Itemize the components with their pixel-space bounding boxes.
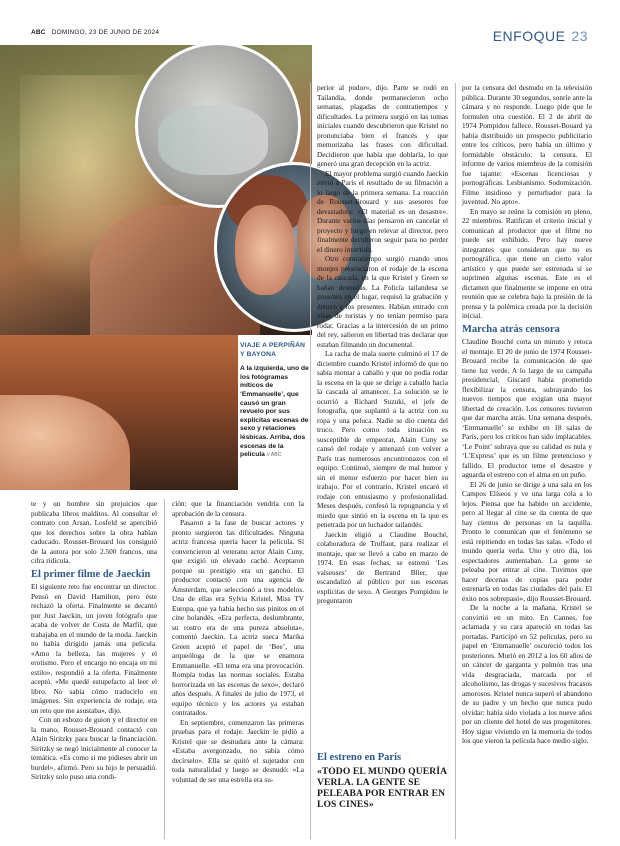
article-column-2 [172, 499, 304, 784]
caption-credit: // ABC [266, 452, 282, 459]
page-header [0, 0, 620, 44]
circle-photo-tint [158, 105, 268, 175]
paragraph: En septiembre, comenzaron las primeras pruebas para el rodaje. Jaeckin le pidió a Kristel que se desnudara ante la cámara: «Estaba avergonzado, no sabía cómo decírselo». Ella se quitó el sujetador con toda naturalidad y luego se desnudó: «La voluntad de ser una estrella era su- [172, 717, 304, 784]
section-name: ENFOQUE [492, 28, 566, 44]
article-column-1 [31, 499, 157, 782]
subheading: Marcha atrás censora [462, 323, 560, 335]
column-rule [164, 499, 165, 839]
paragraph: ción: que la financiación vendría con la aprobación de la censura. [172, 499, 304, 518]
pull-quote [317, 752, 448, 810]
caption-text [240, 365, 310, 460]
article-column-4 [462, 83, 592, 746]
lower-photo [0, 335, 238, 490]
header-right [493, 28, 588, 44]
paragraph: De la noche a la mañana, Kristel se convirtió en un mito. En Cannes, fue aclamada y su cara apareció en todas las portadas. Participó en 52 películas, pero su papel en ‘Emmanuelle’ oscureció todos los posteriores. Murió en 2012 a los 60 años de un cáncer de garganta y pulmón tras una vida desgraciada, marcada por el alcoholismo, las drogas y sucesivos fracasos amorosos. Kristel nunca superó el abandono de su padre y un hecho que nunca pudo olvidar: había sido violada a los nueve años por un cliente del hotel de sus progenitores. Hoy sigue viviendo en la memoria de todos los que vieron la película hace medio siglo. [462, 603, 592, 745]
paragraph: En mayo se reúne la comisión en pleno, 22 miembros. Ratifican el criterio inicial y comunican al productor que el filme no puede ser exhibido. Pero hay nueve integrantes que consideran que no es pornográfica, que tiene un cierto valor artístico y que puede ser estrenada si se suprimen algunas escenas. Este es el dictamen que finalmente se impone en otra reunión que se celebra bajo la presión de la prensa y la polémica creada por la decisión inicial. [462, 206, 592, 320]
brand-name: ABC [31, 29, 46, 36]
paragraph: La racha de mala suerte culminó el 17 de diciembre cuando Kristel informó de que no sabía montar a caballo y que no podía rodar la escena en la que se dirige a caballo hacia la cascada al amanecer. La solución se le ocurrió a Richard Suzuki, el jefe de fotografía, que suplantó a la actriz con su ropa y una peluca. Nadie se dio cuenta del truco. Pero como toda situación es susceptible de empeorar, Alain Cuny se cansó del rodaje y amenazó con volver a París tras numerosos encontronazos con el equipo. Continuó, siempre de mal humor y sin el menor esfuerzo por hacer bien su trabajo. Por el contrario, Kristel encaró el rodaje con entusiasmo y profesionalidad. Meses después, confesó la repugnancia y el miedo que sintió en la escena en la que es penetrada por un luchador tailandés. [317, 349, 448, 529]
pull-quote-heading: El estreno en París [317, 752, 402, 763]
issue-date: DOMINGO, 23 DE JUNIO DE 2024 [51, 29, 160, 36]
paragraph: Otro contratiempo surgió cuando unos monjes presenciaron el rodaje de la escena de la cascada, en la que Kristel y Green se bañan desnudas. La Policía tailandesa se presentó en el lugar, requisó la grabación y detuvo a los presentes. Habían entrado con visas de turistas y no tenían permiso para rodar. Gracias a la intercesión de un primo del rey, salieron en libertad tras declarar que estaban filmando un documental. [317, 254, 448, 349]
photo-skin [0, 395, 130, 490]
paragraph: Claudine Bouché corta un minuto y retoca el montaje. El 20 de junio de 1974 Rousset-Brouard recibe la comunicación de que tiene luz verde. A lo largo de su campaña presidencial, Giscard había prometido flexibilizar la censura, subrayando los nuevos tiempos que exigían una mayor libertad de creación. Los censores tuvieron que dar marcha atrás. Una semana después, ‘Emmanuelle’ se exhibe en 18 salas de París, pero los críticos han sido implacables. ‘Le Point’ subraya que su calidad es nula y ‘L’Express’ que es un filme pretencioso y fallido. El productor teme el desastre y aguarda el estreno con el alma en un puño. [462, 337, 592, 479]
paragraph: El mayor problema surgió cuando Jaeckin envió a París el resultado de su filmación a lo largo de la primera semana. La reacción de Rousset-Brouard y sus asesores fue devastadora: «El material es un desastre». Durante varios días pensaron en cancelar el proyecto y luego en relevar al director, pero finalmente decidieron seguir para no perder el dinero invertido. [317, 168, 448, 254]
caption-title: VIAJE A PERPIÑÁN Y BAYONA [240, 342, 306, 358]
article-column-3 [317, 83, 448, 606]
paragraph: Con un esbozo de guion y el director en la mano, Rousset-Brouard contactó con Alain Siritzky para buscar la financiación. Siritzky se negó inicialmente al conocer la temática. «Es como si me pidieses abrir un burdel», afirmó. Pero su hijo le persuadió. Siritzky solo puso una condi- [31, 715, 157, 781]
photo-face-left [235, 205, 295, 295]
paragraph: perior al pudor», dijo. Parte se rodó en Tailandia, donde permanecieron ocho semanas, plagadas de contratiempos y dificultades. La primera surgió en las tomas iniciales cuando descubrieron que Kristel no pronunciaba bien el francés y que memorizaba las frases con dificultad. Decidieron que había que doblarla, lo que generó una gran decepción en la actriz. [317, 83, 448, 168]
subheading: El primer filme de Jaeckin [31, 568, 151, 580]
caption-body: A la izquierda, uno de los fotogramas míticos de ‘Emmanuelle’, que causó un gran revuelo por sus explícitas escenas de sexo y relaciones lésbicas. Arriba, dos escenas de la película [240, 365, 309, 459]
paragraph: Pasaron a la fase de buscar actores y pronto surgieron las dificultades. Ninguna actriz francesa quería hacer la película. Sí convencieron al veterano actor Alain Cuny, que exigió un elevado caché. Aceptaron porque su prestigio era un gancho. El productor contactó con una agencia de Ámsterdam, que seleccionó a tres modelos. Una de ellas era Sylvia Kristel, Miss TV Europa, que ya había hecho sus pinitos en el cine holandés. «Era perfecta, deslumbrante, su rostro era de una pureza absoluta», comentó Jaeckin. La actriz sueca Marika Green aceptó el papel de ‘Bee’, una arqueóloga de la que se enamora Emmanuelle. «El tema era una provocación. Rompía todas las normas sociales. Estaba horrorizada en las escenas de sexo», declaró años después. A finales de julio de 1973, el equipo técnico y los actores ya estaban contratados. [172, 518, 304, 717]
paragraph: Jaeckin eligió a Claudine Bouché, colaboradora de Truffaut, para realizar el montaje, que se llevó a cabo en marzo de 1974. En esas fechas, se estrenó ‘Les valseuses’ de Bertrand Blier, que escandalizó al público por sus escenas explícitas de sexo. A Georges Pompidou le preguntaron [317, 529, 448, 605]
paragraph: te y un hombre sin prejuicios que publicaba libros malditos. Al consultar el contrato con Arsan, Losfeld se apercibió que los derechos sobre la obra habían caducado. Rousset-Brouard los consiguió de la autora por solo 2.500 francos, una cifra ridícula. [31, 499, 157, 565]
header-left [31, 29, 159, 36]
column-rule [310, 83, 311, 839]
paragraph: El siguiente reto fue encontrar un director. Pensó en David Hamilton, pero éste rechazó la oferta. Finalmente se decantó por Just Jaeckin, un joven fotógrafo que acaba de volver de Costa de Marfil, que trabajaba en el mundo de la moda. Jaeckin no había dirigido jamás una película. «Amo la belleza, las mujeres y el erotismo. Pero el encargo no encaja en mi estilo», respondió a la oferta. Finalmente aceptó. «Me quedé estupefacto al leer el libro. No sabía cómo traducirlo en imágenes. Sin experiencia de rodaje, era un reto que me asustaba», dijo. [31, 582, 157, 715]
paragraph: El 26 de junio se dirige a una sala en los Campos Elíseos y ve una larga cola a lo lejos. Piensa que ha habido un accidente, pero al llegar al cine se da cuenta de que hay cientos de personas en la taquilla. Pronto le comunican que el fenómeno se está repitiendo en todas las salas. «Todo el mundo quería verla. Uno y otro día, los espectadores aumentaban. La gente se peleaba por entrar al cine. Tuvimos que hacer decenas de copias para poder estrenarla en todas las ciudades del país. El éxito nos sobrepasó», dijo Rousset-Brouard. [462, 479, 592, 603]
page-number: 23 [571, 28, 588, 44]
photo-caption [240, 342, 310, 460]
pull-quote-text: «TODO EL MUNDO QUERÍA VERLA. LA GENTE SE PELEABA POR ENTRAR EN LOS CINES» [317, 766, 447, 810]
column-rule [455, 83, 456, 839]
paragraph: por la censura del desnudo en la televisión pública. Durante 30 segundos, sonríe ante la cámara y no responde. Luego pide que le formulen otra cuestión. El 2 de abril de 1974 Pompidou fallece. Rousset-Bouard ya había distribuido un prospecto publicitario entre los críticos, pero había un último y formidable obstáculo: la censura. El informe de varios miembros de la comisión fue tajante: «Escenas licenciosas y pornográficas. Lesbianismo. Sodomización. Filme insidioso y perturbador para la juventud. No apto». [462, 83, 592, 206]
